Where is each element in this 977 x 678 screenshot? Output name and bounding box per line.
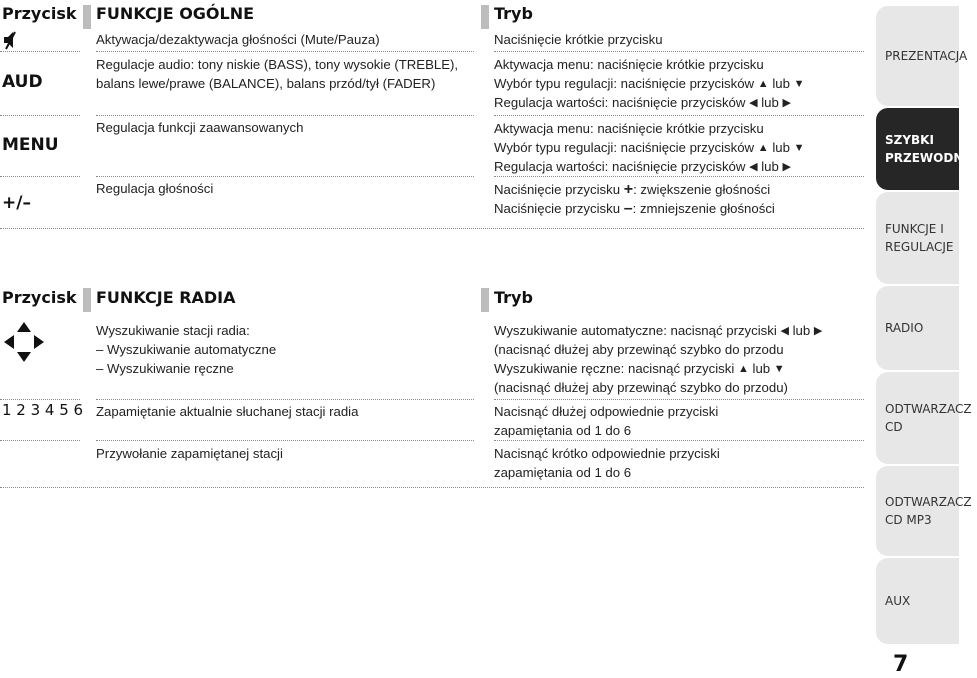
arrow-right-icon: ▶ xyxy=(813,325,823,337)
tab-label: RADIO xyxy=(885,321,924,335)
tab-radio[interactable] xyxy=(876,286,959,370)
mode-text: Wyszukiwanie ręczne: nacisnąć przyciski ▲ lub ▼ xyxy=(494,361,785,376)
tab-odtwarzacz-cd[interactable] xyxy=(876,372,972,464)
tab-label: AUX xyxy=(885,594,911,608)
header-bar xyxy=(83,5,91,29)
arrow-up-icon: ▲ xyxy=(757,78,769,90)
function-text: balans lewe/prawe (BALANCE), balans przód/tył (FADER) xyxy=(96,76,436,91)
mode-text: Wybór typu regulacji: naciśnięcie przycisków ▲ lub ▼ xyxy=(494,140,805,155)
mode-text: (nacisnąć dłużej aby przewinąć szybko do przodu) xyxy=(494,380,788,395)
arrow-left-icon: ◀ xyxy=(749,161,758,173)
header-function: FUNKCJE RADIA xyxy=(96,288,236,307)
header-key: Przycisk xyxy=(2,4,77,23)
header-function: FUNKCJE OGÓLNE xyxy=(96,4,255,23)
mode-text: Wyszukiwanie automatyczne: nacisnąć przyciski ◀ lub ▶ xyxy=(494,323,823,338)
tab-szybki-przewodnik[interactable] xyxy=(876,108,977,190)
divider xyxy=(0,51,80,52)
arrow-down-icon: ▼ xyxy=(773,363,785,375)
function-text: Wyszukiwanie stacji radia: xyxy=(96,323,250,338)
function-text: – Wyszukiwanie ręczne xyxy=(96,361,234,376)
divider xyxy=(494,440,864,441)
function-text: Regulacja funkcji zaawansowanych xyxy=(96,120,304,135)
header-bar xyxy=(481,5,489,29)
tab-odtwarzacz-cd-mp3[interactable] xyxy=(876,466,972,556)
divider xyxy=(96,399,474,400)
mode-text: (nacisnąć dłużej aby przewinąć szybko do przodu xyxy=(494,342,784,357)
divider xyxy=(0,115,80,116)
tab-label: ODTWARZACZ CD MP3 xyxy=(885,495,972,527)
function-text: Aktywacja/dezaktywacja głośności (Mute/Pauza) xyxy=(96,32,380,47)
divider xyxy=(96,51,474,52)
function-text: Zapamiętanie aktualnie słuchanej stacji radia xyxy=(96,404,359,419)
function-text: – Wyszukiwanie automatyczne xyxy=(96,342,277,357)
arrow-left-icon: ◀ xyxy=(749,97,758,109)
key-volume: +/– xyxy=(2,193,31,213)
function-text: Regulacje audio: tony niskie (BASS), tony wysokie (TREBLE), xyxy=(96,57,459,72)
page-number: 7 xyxy=(893,652,909,677)
tab-label: SZYBKI PRZEWODNIK xyxy=(885,133,977,165)
key-menu: MENU xyxy=(2,135,59,155)
tab-label: PREZENTACJA xyxy=(885,49,968,63)
function-text: Regulacja głośności xyxy=(96,181,214,196)
tab-label: ODTWARZACZ CD xyxy=(885,402,972,434)
key-aud: AUD xyxy=(2,72,43,92)
divider xyxy=(494,399,864,400)
mode-text: Nacisnąć dłużej odpowiednie przyciski xyxy=(494,404,719,419)
arrow-right-icon: ▶ xyxy=(782,97,791,109)
divider xyxy=(96,440,474,441)
divider xyxy=(96,115,474,116)
section-end-line xyxy=(0,487,864,488)
header-key: Przycisk xyxy=(2,288,77,307)
mode-text: Aktywacja menu: naciśnięcie krótkie przycisku xyxy=(494,57,764,72)
arrow-right-icon: ▶ xyxy=(782,161,791,173)
tab-label: FUNKCJE I REGULACJE xyxy=(885,222,954,254)
arrow-up-icon: ▲ xyxy=(757,142,769,154)
tab-aux[interactable] xyxy=(876,558,959,644)
mode-text: Naciśnięcie przycisku +: zwiększenie głośności xyxy=(494,181,771,198)
mode-text: Naciśnięcie krótkie przycisku xyxy=(494,32,663,47)
arrow-down-icon: ▼ xyxy=(793,78,805,90)
divider xyxy=(96,176,474,177)
mode-text: zapamiętania od 1 do 6 xyxy=(494,465,632,480)
divider xyxy=(0,176,80,177)
header-bar xyxy=(83,288,91,312)
divider xyxy=(0,399,80,400)
header-mode: Tryb xyxy=(494,288,533,307)
mode-text: Aktywacja menu: naciśnięcie krótkie przycisku xyxy=(494,121,764,136)
mode-text: Regulacja wartości: naciśnięcie przycisków ◀ lub ▶ xyxy=(494,159,791,174)
mode-text: Nacisnąć krótko odpowiednie przyciski xyxy=(494,446,720,461)
header-mode: Tryb xyxy=(494,4,533,23)
divider xyxy=(494,115,864,116)
divider xyxy=(0,440,80,441)
tab-funkcje-i-regulacje[interactable] xyxy=(876,192,959,284)
arrow-cross-icon xyxy=(2,320,46,368)
divider xyxy=(494,51,864,52)
key-presets: 1 2 3 4 5 6 xyxy=(2,401,84,419)
arrow-left-icon: ◀ xyxy=(780,325,789,337)
tab-prezentacja[interactable] xyxy=(876,6,968,106)
divider xyxy=(494,176,864,177)
arrow-down-icon: ▼ xyxy=(793,142,805,154)
mode-text: Regulacja wartości: naciśnięcie przycisków ◀ lub ▶ xyxy=(494,95,791,110)
function-text: Przywołanie zapamiętanej stacji xyxy=(96,446,283,461)
mode-text: Wybór typu regulacji: naciśnięcie przycisków ▲ lub ▼ xyxy=(494,76,805,91)
mode-text: Naciśnięcie przycisku –: zmniejszenie głośności xyxy=(494,200,775,217)
header-bar xyxy=(481,288,489,312)
mode-text: zapamiętania od 1 do 6 xyxy=(494,423,632,438)
section-end-line xyxy=(0,228,864,229)
arrow-up-icon: ▲ xyxy=(737,363,749,375)
